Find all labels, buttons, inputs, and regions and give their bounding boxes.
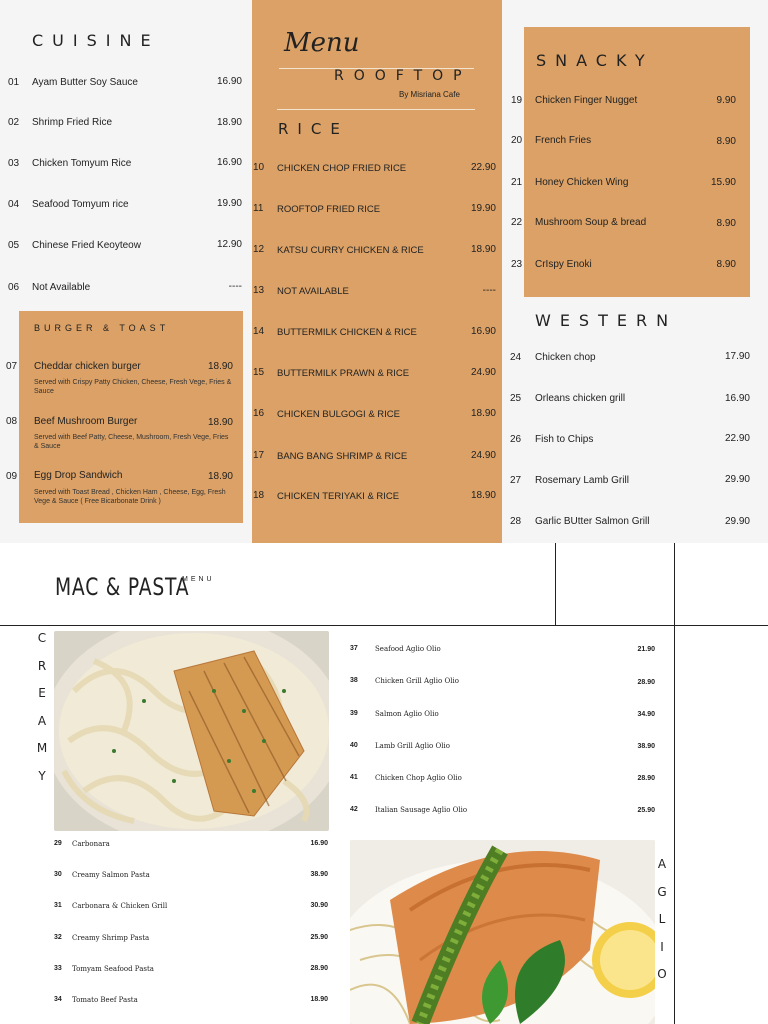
item-price: 24.90 bbox=[470, 450, 496, 461]
item-name: Salmon Aglio Olio bbox=[375, 710, 439, 718]
item-price: 16.90 bbox=[470, 326, 496, 337]
item-price: 8.90 bbox=[716, 136, 736, 147]
item-number: 03 bbox=[8, 158, 20, 169]
divider bbox=[555, 543, 556, 625]
item-price: 29.90 bbox=[724, 474, 750, 485]
item-price: 18.90 bbox=[470, 490, 496, 501]
item-number: 26 bbox=[510, 434, 522, 445]
item-number: 12 bbox=[253, 244, 265, 255]
item-number: 33 bbox=[54, 965, 62, 972]
item-number: 25 bbox=[510, 393, 522, 404]
label-letter: A bbox=[37, 713, 47, 728]
item-name: Tomato Beef Pasta bbox=[72, 996, 138, 1004]
item-name: CHICKEN TERIYAKI & RICE bbox=[277, 491, 400, 502]
item-name: Ayam Butter Soy Sauce bbox=[32, 77, 138, 88]
item-price: 12.90 bbox=[216, 239, 242, 250]
item-description: Served with Toast Bread , Chicken Ham , Cheese, Egg, Fresh Vege & Sauce ( Free Bicarbonate Drink ) bbox=[34, 489, 226, 505]
snacky-section bbox=[524, 27, 750, 297]
item-price: 18.90 bbox=[470, 244, 496, 255]
item-name: Fish to Chips bbox=[535, 434, 594, 445]
label-letter: A bbox=[657, 857, 667, 871]
snacky-title: SNACKY bbox=[536, 51, 654, 70]
item-number: 15 bbox=[253, 367, 265, 378]
item-price: 18.90 bbox=[310, 996, 328, 1003]
item-name: CrIspy Enoki bbox=[535, 259, 592, 270]
item-name: Chinese Fried Keoyteow bbox=[32, 240, 141, 251]
label-letter: Y bbox=[38, 768, 46, 783]
item-number: 07 bbox=[6, 361, 18, 372]
item-name: Carbonara & Chicken Grill bbox=[72, 902, 168, 910]
divider bbox=[0, 625, 768, 626]
label-letter: M bbox=[36, 741, 48, 755]
item-number: 32 bbox=[54, 934, 62, 941]
item-number: 27 bbox=[510, 475, 522, 486]
item-number: 22 bbox=[511, 217, 523, 228]
pasta-subtitle: MENU bbox=[182, 576, 215, 583]
item-number: 19 bbox=[511, 95, 523, 106]
item-description: Served with Crispy Patty Chicken, Cheese, Fresh Vege, Fries & Sauce bbox=[34, 379, 232, 395]
item-price: 28.90 bbox=[637, 775, 655, 782]
rice-title: RICE bbox=[278, 120, 349, 138]
pasta-section bbox=[0, 543, 768, 1024]
label-letter: G bbox=[657, 884, 667, 899]
item-name: BUTTERMILK CHICKEN & RICE bbox=[277, 327, 417, 338]
item-price: 16.90 bbox=[216, 76, 242, 87]
item-price: 34.90 bbox=[637, 711, 655, 718]
label-letter: I bbox=[660, 939, 664, 954]
label-letter: E bbox=[38, 686, 46, 700]
item-name: KATSU CURRY CHICKEN & RICE bbox=[277, 245, 424, 256]
item-price: 28.90 bbox=[310, 965, 328, 972]
item-number: 09 bbox=[6, 471, 18, 482]
item-name: Orleans chicken grill bbox=[535, 393, 626, 404]
item-number: 14 bbox=[253, 326, 265, 337]
menu-heading: Menu bbox=[284, 28, 360, 58]
item-name: BANG BANG SHRIMP & RICE bbox=[277, 451, 408, 462]
item-number: 17 bbox=[253, 450, 265, 461]
item-number: 42 bbox=[350, 806, 358, 813]
salmon-pasta-image bbox=[350, 840, 655, 1024]
item-number: 34 bbox=[54, 996, 62, 1003]
item-number: 18 bbox=[253, 490, 265, 501]
item-number: 04 bbox=[8, 199, 20, 210]
item-price: 17.90 bbox=[724, 351, 750, 362]
item-price: 18.90 bbox=[207, 417, 233, 428]
item-name: Chicken chop bbox=[535, 352, 596, 363]
label-letter: O bbox=[657, 967, 667, 981]
item-name: ROOFTOP FRIED RICE bbox=[277, 204, 381, 215]
item-price: 18.90 bbox=[216, 117, 242, 128]
item-number: 24 bbox=[510, 352, 522, 363]
divider bbox=[674, 543, 675, 1024]
label-letter: L bbox=[658, 912, 666, 926]
label-letter: C bbox=[37, 631, 47, 645]
item-price: 24.90 bbox=[470, 367, 496, 378]
item-name: Creamy Shrimp Pasta bbox=[72, 934, 150, 942]
item-name: Seafood Tomyum rice bbox=[32, 199, 129, 210]
item-number: 30 bbox=[54, 871, 62, 878]
burger-toast-section bbox=[19, 311, 243, 523]
item-number: 05 bbox=[8, 240, 20, 251]
pasta-title: MAC & PASTA bbox=[55, 573, 190, 601]
item-name: Rosemary Lamb Grill bbox=[535, 475, 629, 486]
item-name: CHICKEN CHOP FRIED RICE bbox=[277, 163, 407, 174]
item-name: Chicken Tomyum Rice bbox=[32, 158, 132, 169]
item-price: 19.90 bbox=[216, 198, 242, 209]
item-name: Carbonara bbox=[72, 840, 110, 848]
item-number: 40 bbox=[350, 742, 358, 749]
item-price: 9.90 bbox=[716, 95, 736, 106]
item-price: 38.90 bbox=[637, 743, 655, 750]
item-name: Honey Chicken Wing bbox=[535, 177, 629, 188]
item-description: Served with Beef Patty, Cheese, Mushroom, Fresh Vege, Fries & Sauce bbox=[34, 434, 229, 450]
item-price: 8.90 bbox=[716, 259, 736, 270]
item-number: 02 bbox=[8, 117, 20, 128]
item-number: 16 bbox=[253, 408, 265, 419]
item-number: 29 bbox=[54, 840, 62, 847]
item-price: 22.90 bbox=[470, 162, 496, 173]
item-number: 01 bbox=[8, 77, 20, 88]
item-price: 22.90 bbox=[724, 433, 750, 444]
item-price: 25.90 bbox=[637, 807, 655, 814]
item-price: 30.90 bbox=[310, 902, 328, 909]
item-name: Shrimp Fried Rice bbox=[32, 117, 113, 128]
item-number: 38 bbox=[350, 677, 358, 684]
item-name: Beef Mushroom Burger bbox=[34, 416, 138, 427]
item-name: Chicken Grill Aglio Olio bbox=[375, 677, 459, 685]
item-name: Tomyam Seafood Pasta bbox=[72, 965, 154, 973]
item-name: Egg Drop Sandwich bbox=[34, 470, 123, 481]
item-price: 15.90 bbox=[710, 177, 736, 188]
aglio-salmon-photo bbox=[350, 840, 655, 1024]
burger-toast-title: BURGER & TOAST bbox=[34, 323, 170, 333]
cuisine-title: CUISINE bbox=[32, 31, 160, 50]
item-number: 37 bbox=[350, 645, 358, 652]
item-number: 23 bbox=[511, 259, 523, 270]
item-price: 38.90 bbox=[310, 871, 328, 878]
item-price: 16.90 bbox=[310, 840, 328, 847]
item-number: 06 bbox=[8, 282, 20, 293]
item-price: 28.90 bbox=[637, 679, 655, 686]
item-price: 21.90 bbox=[637, 646, 655, 653]
item-name: Italian Sausage Aglio Olio bbox=[375, 806, 468, 814]
item-name: French Fries bbox=[535, 135, 592, 146]
item-name: Not Available bbox=[32, 282, 91, 293]
item-name: Chicken Finger Nugget bbox=[535, 95, 638, 106]
western-title: WESTERN bbox=[535, 311, 678, 330]
item-number: 21 bbox=[511, 177, 523, 188]
item-name: Mushroom Soup & bread bbox=[535, 217, 647, 228]
creamy-pasta-photo bbox=[54, 631, 329, 831]
snacky-western-column bbox=[504, 0, 768, 543]
item-name: Chicken Chop Aglio Olio bbox=[375, 774, 462, 782]
item-price: 18.90 bbox=[207, 361, 233, 372]
item-price: 18.90 bbox=[207, 471, 233, 482]
item-price: 16.90 bbox=[724, 393, 750, 404]
item-price: 29.90 bbox=[724, 516, 750, 527]
item-number: 31 bbox=[54, 902, 62, 909]
item-price: 16.90 bbox=[216, 157, 242, 168]
item-number: 20 bbox=[511, 135, 523, 146]
rice-column bbox=[252, 0, 502, 543]
item-number: 39 bbox=[350, 710, 358, 717]
divider bbox=[277, 109, 475, 110]
item-number: 28 bbox=[510, 516, 522, 527]
item-price: 19.90 bbox=[470, 203, 496, 214]
item-number: 41 bbox=[350, 774, 358, 781]
brand-name: ROOFTOP bbox=[334, 68, 472, 84]
item-name: Lamb Grill Aglio Olio bbox=[375, 742, 450, 750]
item-price: 18.90 bbox=[470, 408, 496, 419]
item-price: ---- bbox=[228, 281, 242, 292]
item-name: Cheddar chicken burger bbox=[34, 361, 141, 372]
item-price: 8.90 bbox=[716, 218, 736, 229]
item-price: ---- bbox=[482, 285, 496, 296]
item-name: BUTTERMILK PRAWN & RICE bbox=[277, 368, 410, 379]
item-number: 10 bbox=[253, 162, 265, 173]
brand-byline: By Misriana Cafe bbox=[399, 90, 460, 99]
item-name: Seafood Aglio Olio bbox=[375, 645, 441, 653]
item-price: 25.90 bbox=[310, 934, 328, 941]
item-number: 11 bbox=[253, 203, 264, 214]
cuisine-column bbox=[0, 0, 250, 543]
item-name: Garlic BUtter Salmon Grill bbox=[535, 516, 650, 527]
label-letter: R bbox=[37, 658, 47, 673]
item-number: 08 bbox=[6, 416, 18, 427]
item-name: CHICKEN BULGOGI & RICE bbox=[277, 409, 400, 420]
item-number: 13 bbox=[253, 285, 265, 296]
creamy-pasta-image bbox=[54, 631, 329, 831]
item-name: NOT AVAILABLE bbox=[277, 286, 349, 297]
item-name: Creamy Salmon Pasta bbox=[72, 871, 150, 879]
